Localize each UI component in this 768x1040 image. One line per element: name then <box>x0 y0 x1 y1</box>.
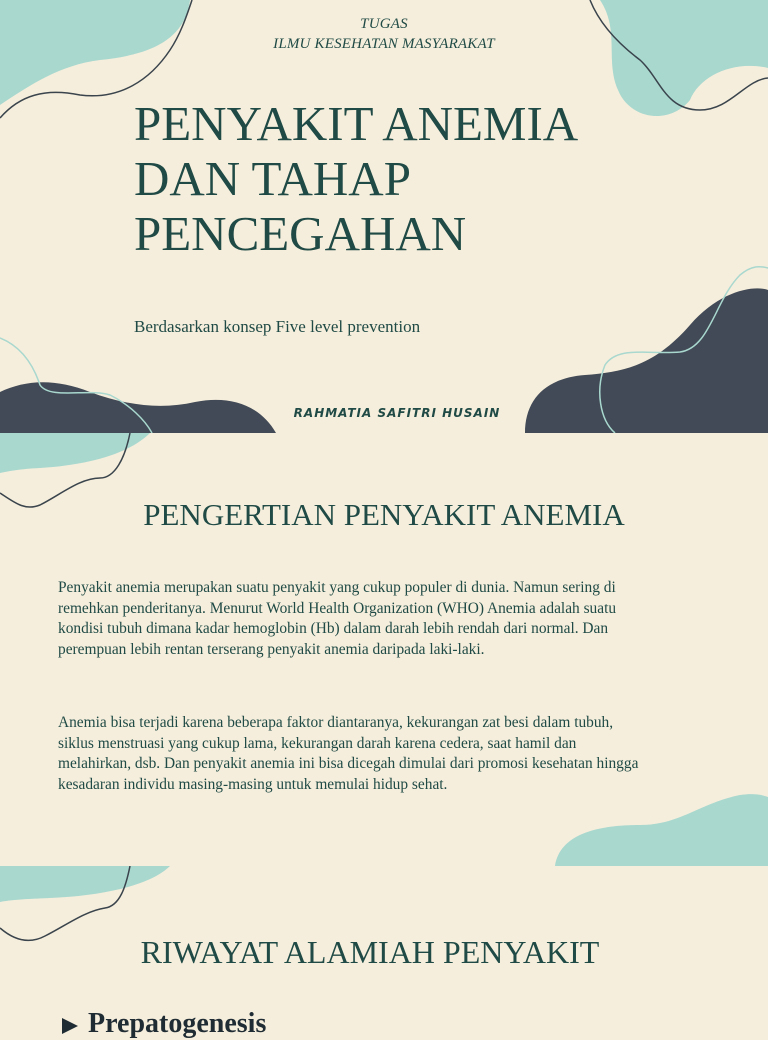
title-line-3: PENCEGAHAN <box>134 206 467 261</box>
mint-blob-bottom-right <box>555 794 768 866</box>
list-item-label: Prepatogenesis <box>88 1008 267 1039</box>
definition-paragraph-1: Penyakit anemia merupakan suatu penyakit yang cukup populer di dunia. Namun sering di remehkan penderitanya. Menurut World Health Organization (WHO) Anemia adalah suatu kondisi tubuh dimana kadar hemoglobin (Hb) dalam darah lebih rendah dari normal. Dan perempuan lebih rentan terserang penyakit anemia daripada laki-laki. <box>58 579 617 658</box>
subtitle: Berdasarkan konsep Five level prevention <box>134 317 421 336</box>
assignment-heading <box>0 14 768 54</box>
mint-blob-top-left <box>0 433 150 473</box>
arrow-bullet-icon <box>62 1018 78 1034</box>
title-line-1: PENYAKIT ANEMIA <box>134 96 579 151</box>
mint-blob-top-left <box>0 866 170 902</box>
section-title-definition: PENGERTIAN PENYAKIT ANEMIA <box>143 497 625 532</box>
list-item-prepatogenesis <box>62 1008 266 1040</box>
assignment-label: TUGAS <box>360 16 408 32</box>
title-line-2: DAN TAHAP <box>134 151 411 206</box>
slide-title <box>0 0 768 433</box>
presentation-title <box>134 96 578 261</box>
author-name: RAHMATIA SAFITRI HUSAIN <box>293 406 501 420</box>
course-name: ILMU KESEHATAN MASYARAKAT <box>273 36 495 52</box>
definition-paragraph-2: Anemia bisa terjadi karena beberapa faktor diantaranya, kekurangan zat besi dalam tubuh, siklus menstruasi yang cukup lama, kekurangan darah karena cedera, saat hamil dan melahirkan, dsb. Dan penyakit anemia ini bisa dicegah dimulai dari promosi kesehatan hingga kesadaran individu masing-masing untuk memulai hidup sehat. <box>58 714 639 793</box>
section-title-natural-history: RIWAYAT ALAMIAH PENYAKIT <box>140 934 600 970</box>
